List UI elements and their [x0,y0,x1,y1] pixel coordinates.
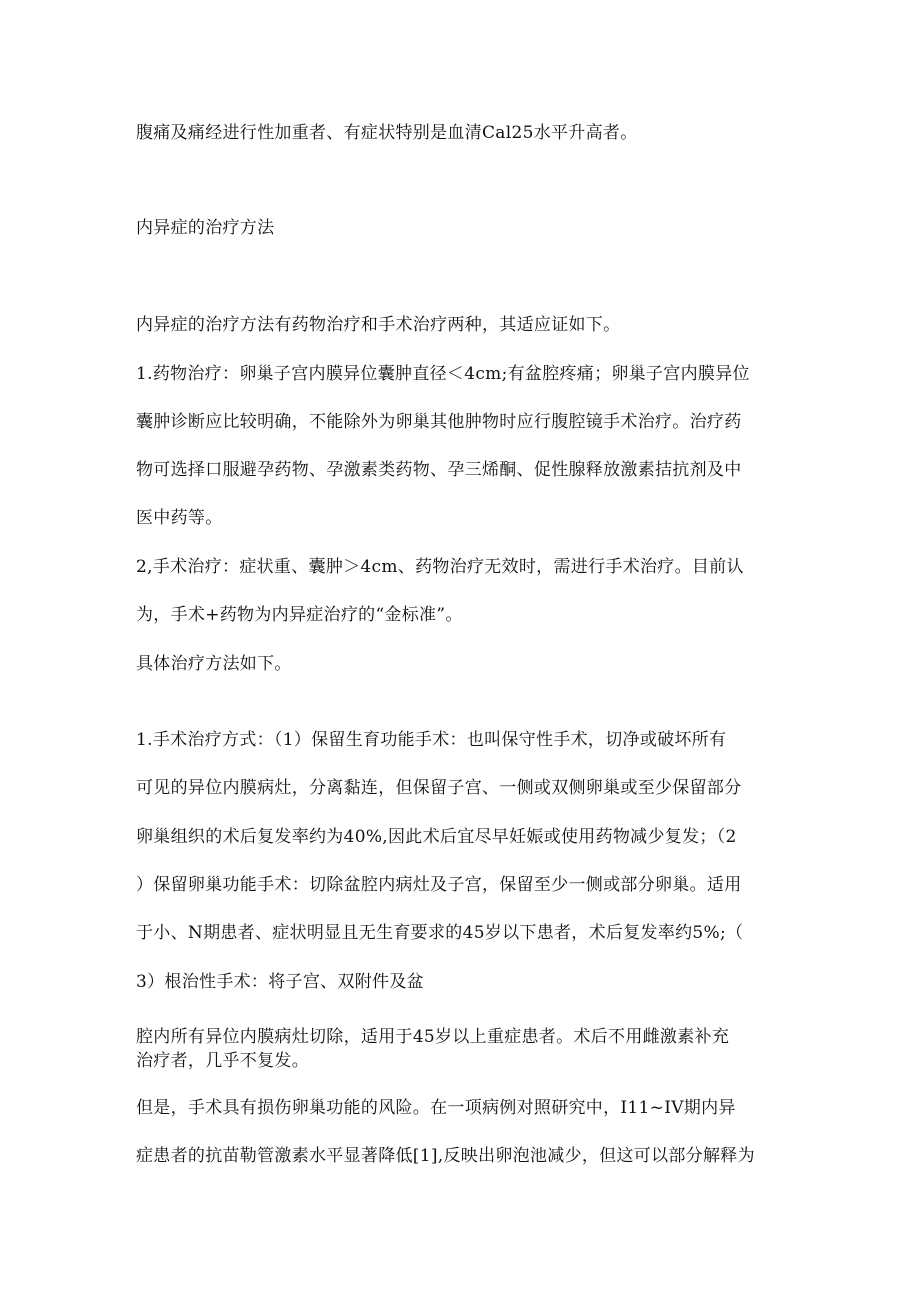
text-line: 2,手术治疗：症状重、囊肿＞4cm、药物治疗无效时，需进行手术治疗。目前认 [136,557,744,577]
text-line: 治疗者，几乎不复发。 [136,1051,309,1071]
text-line: 腔内所有异位内膜病灶切除，适用于45岁以上重症患者。术后不用雌激素补充 [136,1027,730,1047]
text-line: 卵巢组织的术后复发率约为40%,因此术后宜尽早妊娠或使用药物减少复发；（2 [136,827,737,847]
text-line: 内异症的治疗方法有药物治疗和手术治疗两种，其适应证如下。 [136,315,621,335]
text-line: 于小、N期患者、症状明显且无生育要求的45岁以下患者，术后复发率约5%;（ [136,923,744,943]
section-heading: 内异症的治疗方法 [136,218,275,238]
text-line: 腹痛及痛经进行性加重者、有症状特别是血清Cal25水平升高者。 [136,123,638,143]
text-line: 医中药等。 [136,508,223,528]
text-line: 1.手术治疗方式：（1）保留生育功能手术：也叫保守性手术，切净或破坏所有 [136,730,727,750]
text-line: 具体治疗方法如下。 [136,654,292,674]
text-line: 物可选择口服避孕药物、孕激素类药物、孕三烯酮、促性腺释放激素拮抗剂及中 [136,460,742,480]
text-line: 但是，手术具有损伤卵巢功能的风险。在一项病例对照研究中，I11~IV期内异 [136,1098,736,1118]
text-line: 囊肿诊断应比较明确，不能除外为卵巢其他肿物时应行腹腔镜手术治疗。治疗药 [136,412,742,432]
text-line: 症患者的抗苗勒管激素水平显著降低[1],反映出卵泡池减少，但这可以部分解释为 [136,1146,755,1166]
text-line: 1.药物治疗：卵巢子宫内膜异位囊肿直径＜4cm;有盆腔疼痛；卵巢子宫内膜异位 [136,364,750,384]
text-line: 3）根治性手术：将子宫、双附件及盆 [136,972,424,992]
text-line: 可见的异位内膜病灶，分离黏连，但保留子宫、一侧或双侧卵巢或至少保留部分 [136,778,742,798]
text-line: 为，手术+药物为内异症治疗的“金标准”。 [136,605,463,625]
text-line: ）保留卵巢功能手术：切除盆腔内病灶及子宫，保留至少一侧或部分卵巢。适用 [136,875,742,895]
